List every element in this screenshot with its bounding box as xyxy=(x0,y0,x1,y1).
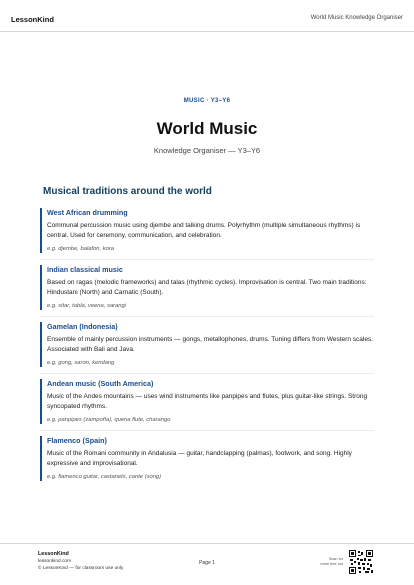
footer-copyright: © LessonKind — for classroom use only xyxy=(38,566,124,571)
card-description: Music of the Andes mountains — uses wind instruments like panpipes and flutes, plus guitar-like strings. Strong syncopated rhythms. xyxy=(47,393,368,410)
footer-divider xyxy=(0,543,414,544)
footer-website-link[interactable]: lessonkind.com xyxy=(38,559,72,564)
card-title: Flamenco (Spain) xyxy=(47,436,107,445)
card-divider xyxy=(40,259,374,260)
qr-code-icon xyxy=(349,550,373,574)
card-divider xyxy=(40,316,374,317)
tradition-card-flamenco xyxy=(40,436,374,481)
card-title: Andean music (South America) xyxy=(47,379,154,388)
scan-caption-line1: Scan for xyxy=(328,557,343,561)
subject-overline: MUSIC · Y3–Y6 xyxy=(183,98,231,104)
card-examples: e.g. gong, saron, kendang xyxy=(47,360,115,367)
tradition-card-andean xyxy=(40,379,374,424)
card-title: Indian classical music xyxy=(47,265,123,274)
card-description: Music of the Romani community in Andalusia — guitar, handclapping (palmas), footwork, and song. Highly expressive and improvisational. xyxy=(47,450,352,467)
header-title: World Music Knowledge Organiser xyxy=(310,15,403,21)
scan-caption-line2: more free out xyxy=(320,561,343,566)
tradition-card-west-african xyxy=(40,208,374,253)
card-divider xyxy=(40,373,374,374)
page-subtitle: Knowledge Organiser — Y3–Y6 xyxy=(153,146,261,155)
page-header xyxy=(0,0,414,38)
page-title: World Music xyxy=(156,119,258,138)
card-examples: e.g. panpipes (zampoña), quena flute, charango xyxy=(47,417,171,424)
card-description: Ensemble of mainly percussion instruments — gongs, metallophones, drums. Tuning differs from Western scales. Associated with Bali and Java. xyxy=(47,336,373,353)
section-heading: Musical traditions around the world xyxy=(43,186,212,197)
card-examples: e.g. sitar, tabla, veena, sarangi xyxy=(47,303,126,310)
scan-caption xyxy=(303,557,343,566)
tradition-card-indian xyxy=(40,265,374,310)
card-examples: e.g. flamenco guitar, castanets, cante (song) xyxy=(47,474,162,481)
card-description: Communal percussion music using djembe and talking drums. Polyrhythm (multiple simultaneous rhythms) is central. Used for ceremony, communication, and celebration. xyxy=(47,222,361,239)
header-divider xyxy=(0,31,414,32)
card-title: Gamelan (Indonesia) xyxy=(47,322,118,331)
card-examples: e.g. djembe, balafon, kora xyxy=(47,246,115,253)
card-divider xyxy=(40,430,374,431)
header-brand: LessonKind xyxy=(11,15,54,24)
card-description: Based on ragas (melodic frameworks) and talas (rhythmic cycles). Improvisation is central. Two main traditions: Hindustani (North) and Carnatic (South). xyxy=(47,279,367,296)
footer-brand: LessonKind xyxy=(38,551,69,557)
page-number: Page 1 xyxy=(199,560,215,566)
tradition-card-gamelan xyxy=(40,322,374,367)
card-title: West African drumming xyxy=(47,208,128,217)
